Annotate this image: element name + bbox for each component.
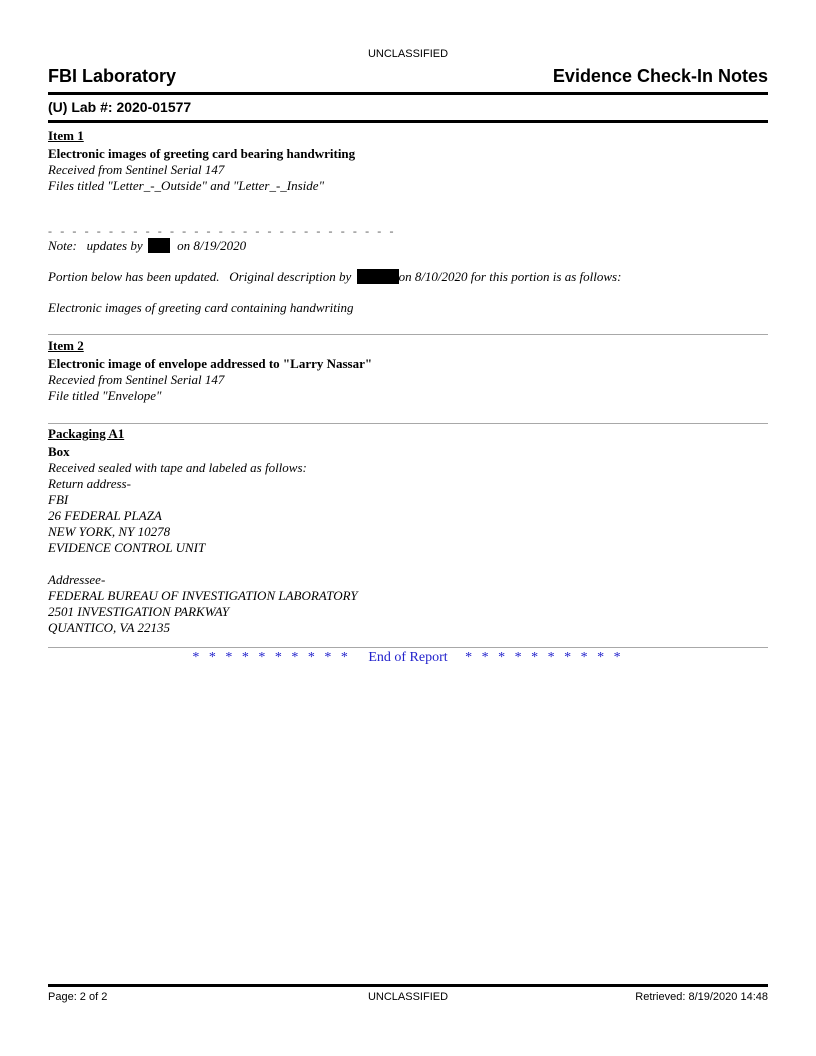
update-note	[48, 238, 246, 254]
lab-number: (U) Lab #: 2020-01577	[48, 99, 192, 115]
packaging-heading: Packaging A1	[48, 426, 125, 441]
footer-rule	[48, 984, 768, 987]
packaging-line: FEDERAL BUREAU OF INVESTIGATION LABORATORY	[48, 588, 358, 603]
top-classification-banner: UNCLASSIFIED	[367, 48, 449, 60]
packaging-line: NEW YORK, NY 10278	[48, 524, 171, 539]
portion-updated-note	[48, 269, 621, 285]
item-1-title: Electronic images of greeting card bearing handwriting	[48, 146, 356, 161]
portion-note-suffix: on 8/10/2020 for this portion is as follows:	[398, 269, 622, 284]
packaging-type: Box	[48, 444, 70, 459]
update-note-suffix: on 8/19/2020	[177, 238, 247, 253]
end-of-report	[0, 650, 816, 666]
section-divider	[48, 647, 768, 648]
end-stars-left: * * * * * * * * * *	[192, 650, 351, 665]
item-1-received: Received from Sentinel Serial 147	[48, 162, 225, 177]
packaging-section	[48, 426, 768, 636]
update-note-prefix: Note: updates by	[48, 238, 143, 253]
packaging-line: 26 FEDERAL PLAZA	[48, 508, 162, 523]
item-1-files: Files titled "Letter_-_Outside" and "Letter_-_Inside"	[48, 178, 325, 193]
end-stars-right: * * * * * * * * * *	[465, 650, 624, 665]
packaging-line: Received sealed with tape and labeled as follows:	[48, 460, 307, 475]
header-rule	[48, 92, 768, 95]
packaging-line: 2501 INVESTIGATION PARKWAY	[48, 604, 230, 619]
packaging-line: FBI	[48, 492, 69, 507]
item-2-title: Electronic image of envelope addressed to "Larry Nassar"	[48, 356, 373, 371]
lab-rule	[48, 120, 768, 123]
redaction-box	[148, 238, 170, 253]
packaging-line: EVIDENCE CONTROL UNIT	[48, 540, 206, 555]
original-description: Electronic images of greeting card containing handwriting	[48, 300, 354, 315]
org-title: FBI Laboratory	[48, 66, 177, 86]
page-number: Page: 2 of 2	[48, 991, 108, 1003]
section-divider	[48, 334, 768, 335]
packaging-line: Addressee-	[48, 572, 106, 587]
packaging-line: Return address-	[48, 476, 131, 491]
retrieved-timestamp: Retrieved: 8/19/2020 14:48	[635, 991, 768, 1003]
bottom-classification-banner: UNCLASSIFIED	[367, 991, 449, 1003]
document-title: Evidence Check-In Notes	[552, 66, 768, 86]
item-1-heading: Item 1	[48, 128, 84, 143]
item-1-section	[48, 128, 768, 194]
packaging-line	[48, 556, 768, 572]
redaction-box	[357, 269, 399, 284]
item-2-file: File titled "Envelope"	[48, 388, 162, 403]
item-2-received: Recevied from Sentinel Serial 147	[48, 372, 225, 387]
portion-note-prefix: Portion below has been updated. Original description by	[48, 269, 352, 284]
item-2-section	[48, 338, 768, 404]
packaging-line: QUANTICO, VA 22135	[48, 620, 170, 635]
separator-dashes: - - - - - - - - - - - - - - - - - - - - - - - - - - - - -	[48, 224, 397, 238]
section-divider	[48, 423, 768, 424]
item-2-heading: Item 2	[48, 338, 84, 353]
end-of-report-label: End of Report	[368, 650, 448, 665]
